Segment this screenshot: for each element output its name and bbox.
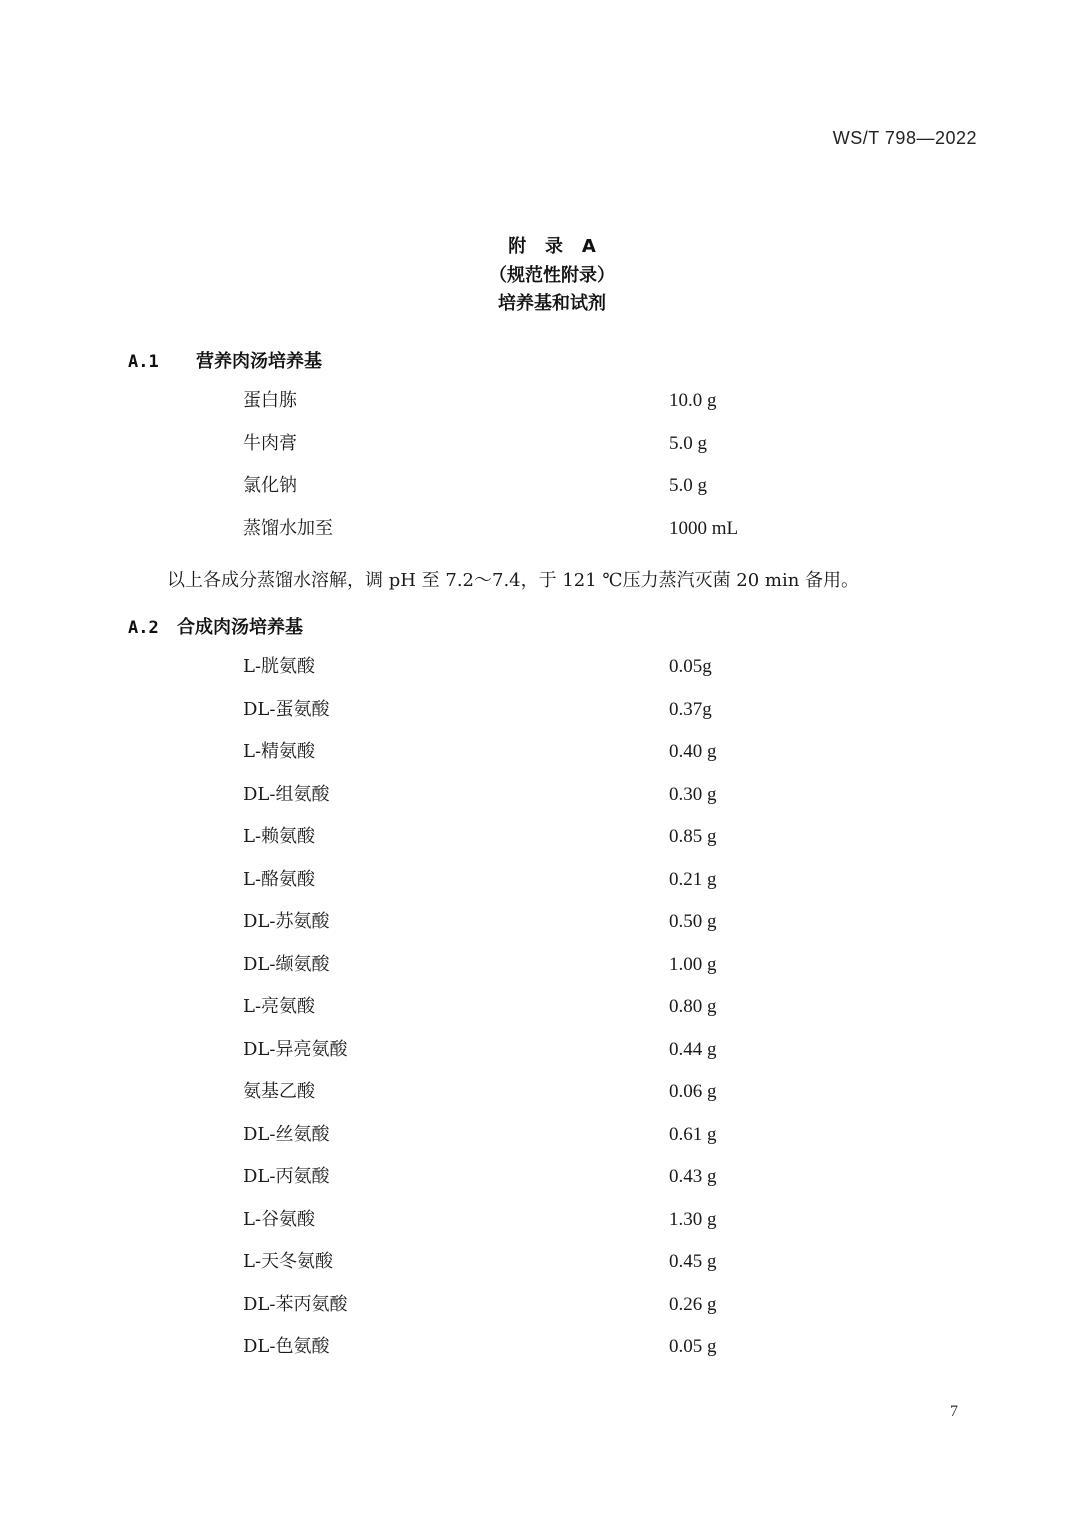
ingredient-amount: 5.0 g bbox=[669, 432, 707, 454]
ingredient-name: L-亮氨酸 bbox=[243, 996, 316, 1017]
ingredient-name: DL-异亮氨酸 bbox=[243, 1038, 348, 1060]
ingredient-row bbox=[243, 1166, 803, 1209]
ingredient-row bbox=[243, 1209, 803, 1252]
ingredient-row bbox=[243, 1251, 803, 1294]
ingredient-amount: 5.0 g bbox=[669, 475, 707, 496]
ingredient-row bbox=[243, 741, 803, 784]
ingredient-row bbox=[243, 390, 803, 433]
ingredient-name: DL-丙氨酸 bbox=[243, 1166, 330, 1187]
ingredient-row bbox=[243, 911, 803, 954]
ingredient-row bbox=[243, 475, 803, 518]
page-number: 7 bbox=[950, 1403, 958, 1420]
ingredient-amount: 0.05g bbox=[669, 656, 712, 677]
ingredient-row bbox=[243, 656, 803, 699]
ingredient-row bbox=[243, 1336, 803, 1379]
section-title: 营养肉汤培养基 bbox=[196, 351, 322, 372]
ingredient-amount: 0.45 g bbox=[669, 1251, 717, 1272]
ingredient-row bbox=[243, 433, 803, 476]
ingredient-name: 牛肉膏 bbox=[243, 432, 297, 454]
ingredient-name: 蒸馏水加至 bbox=[243, 517, 333, 539]
ingredient-row bbox=[243, 954, 803, 997]
appendix-title-block bbox=[0, 233, 1080, 319]
ingredient-list-a1 bbox=[243, 390, 803, 560]
ingredient-amount: 0.43 g bbox=[669, 1166, 717, 1187]
ingredient-amount: 0.06 g bbox=[669, 1081, 717, 1102]
ingredient-amount: 0.80 g bbox=[669, 996, 717, 1017]
ingredient-row bbox=[243, 869, 803, 912]
ingredient-name: L-天冬氨酸 bbox=[243, 1251, 334, 1272]
section-number: A.2 bbox=[128, 618, 159, 638]
section-number: A.1 bbox=[128, 352, 159, 372]
ingredient-row bbox=[243, 1081, 803, 1124]
appendix-label: 附 录 A bbox=[508, 236, 596, 257]
ingredient-name: 氨基乙酸 bbox=[243, 1081, 315, 1102]
ingredient-name: DL-苏氨酸 bbox=[243, 911, 330, 932]
ingredient-amount: 0.85 g bbox=[669, 826, 717, 847]
ingredient-row bbox=[243, 996, 803, 1039]
ingredient-amount: 1.00 g bbox=[669, 953, 717, 975]
ingredient-name: DL-苯丙氨酸 bbox=[243, 1293, 348, 1315]
ingredient-amount: 0.61 g bbox=[669, 1123, 717, 1145]
ingredient-name: L-赖氨酸 bbox=[243, 826, 316, 847]
section-heading-a2 bbox=[128, 613, 303, 639]
ingredient-row bbox=[243, 826, 803, 869]
ingredient-name: L-酪氨酸 bbox=[243, 868, 316, 890]
ingredient-amount: 0.26 g bbox=[669, 1293, 717, 1315]
ingredient-amount: 0.44 g bbox=[669, 1038, 717, 1060]
ingredient-row bbox=[243, 1039, 803, 1082]
appendix-title: 培养基和试剂 bbox=[498, 293, 606, 314]
ingredient-name: L-胱氨酸 bbox=[243, 656, 316, 677]
ingredient-name: DL-缬氨酸 bbox=[243, 953, 330, 975]
ingredient-name: DL-蛋氨酸 bbox=[243, 698, 330, 720]
ingredient-name: L-谷氨酸 bbox=[243, 1208, 316, 1230]
ingredient-row bbox=[243, 784, 803, 827]
ingredient-row bbox=[243, 518, 803, 561]
ingredient-amount: 0.37g bbox=[669, 698, 712, 720]
ingredient-row bbox=[243, 1294, 803, 1337]
ingredient-amount: 0.50 g bbox=[669, 911, 717, 932]
ingredient-name: DL-色氨酸 bbox=[243, 1336, 330, 1357]
section-title: 合成肉汤培养基 bbox=[177, 617, 303, 638]
ingredient-name: 氯化钠 bbox=[243, 475, 297, 496]
ingredient-amount: 10.0 g bbox=[669, 390, 717, 411]
ingredient-name: DL-组氨酸 bbox=[243, 783, 330, 805]
ingredient-amount: 1.30 g bbox=[669, 1208, 717, 1230]
ingredient-amount: 1000 mL bbox=[669, 517, 739, 539]
ingredient-amount: 0.21 g bbox=[669, 868, 717, 890]
ingredient-row bbox=[243, 699, 803, 742]
document-code: WS/T 798—2022 bbox=[832, 128, 977, 148]
ingredient-row bbox=[243, 1124, 803, 1167]
ingredient-name: 蛋白胨 bbox=[243, 390, 297, 411]
appendix-type: （规范性附录） bbox=[489, 264, 615, 286]
ingredient-amount: 0.40 g bbox=[669, 741, 717, 762]
ingredient-amount: 0.05 g bbox=[669, 1336, 717, 1357]
ingredient-amount: 0.30 g bbox=[669, 783, 717, 805]
preparation-note: 以上各成分蒸馏水溶解，调 pH 至 7.2～7.4，于 121 ℃压力蒸汽灭菌 20 min 备用。 bbox=[167, 570, 860, 591]
ingredient-list-a2 bbox=[243, 656, 803, 1379]
section-heading-a1 bbox=[128, 347, 322, 373]
ingredient-name: DL-丝氨酸 bbox=[243, 1123, 330, 1145]
ingredient-name: L-精氨酸 bbox=[243, 741, 316, 762]
